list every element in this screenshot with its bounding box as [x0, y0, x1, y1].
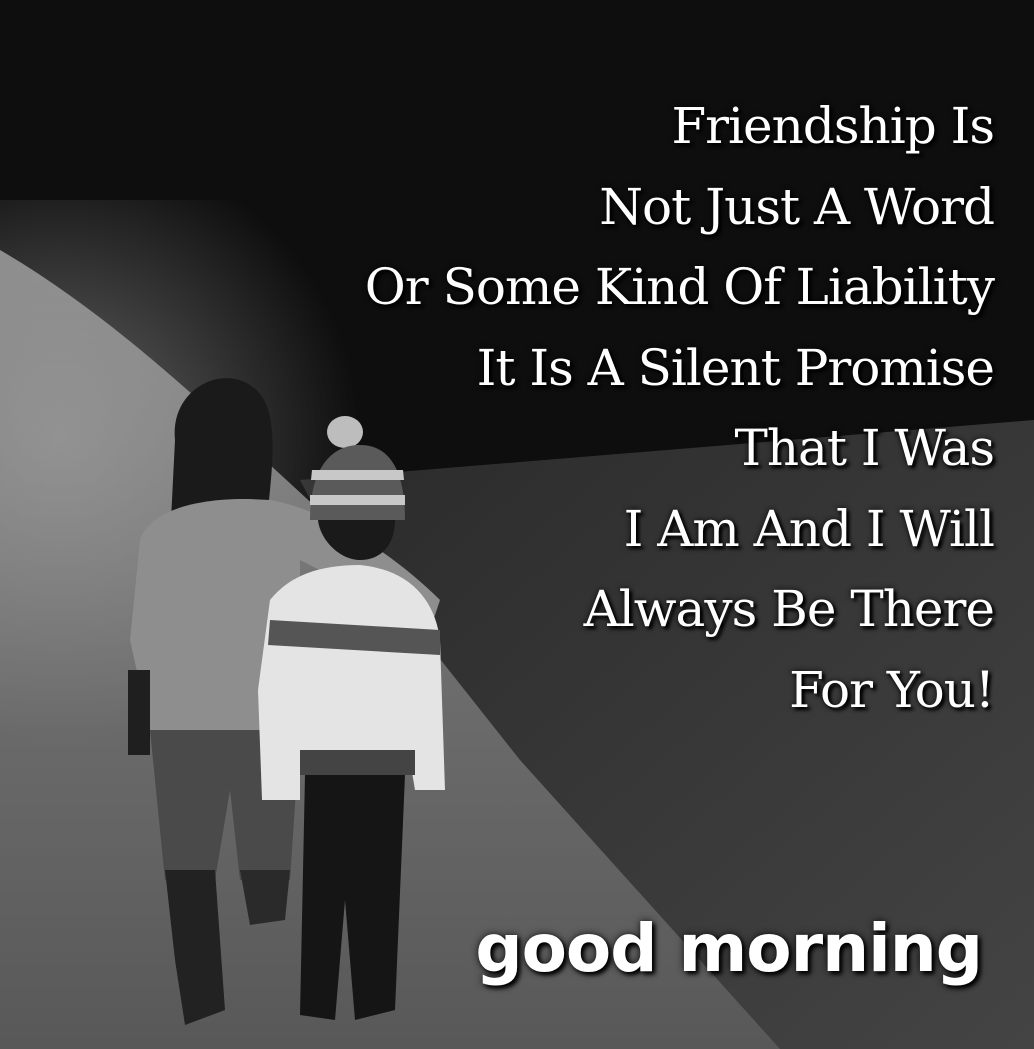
quote-line: Or Some Kind Of Liability — [364, 258, 994, 316]
quote-line: Not Just A Word — [599, 177, 994, 236]
quote-line: That I Was — [734, 419, 994, 477]
quote-line: It Is A Silent Promise — [476, 338, 994, 397]
quote-line: For You! — [789, 660, 994, 719]
quote-line: Always Be There — [583, 580, 994, 638]
quote-line: I Am And I Will — [623, 499, 994, 558]
good-morning-text: good morning — [475, 910, 982, 987]
friendship-quote — [174, 86, 994, 730]
quote-line: Friendship Is — [671, 97, 994, 155]
